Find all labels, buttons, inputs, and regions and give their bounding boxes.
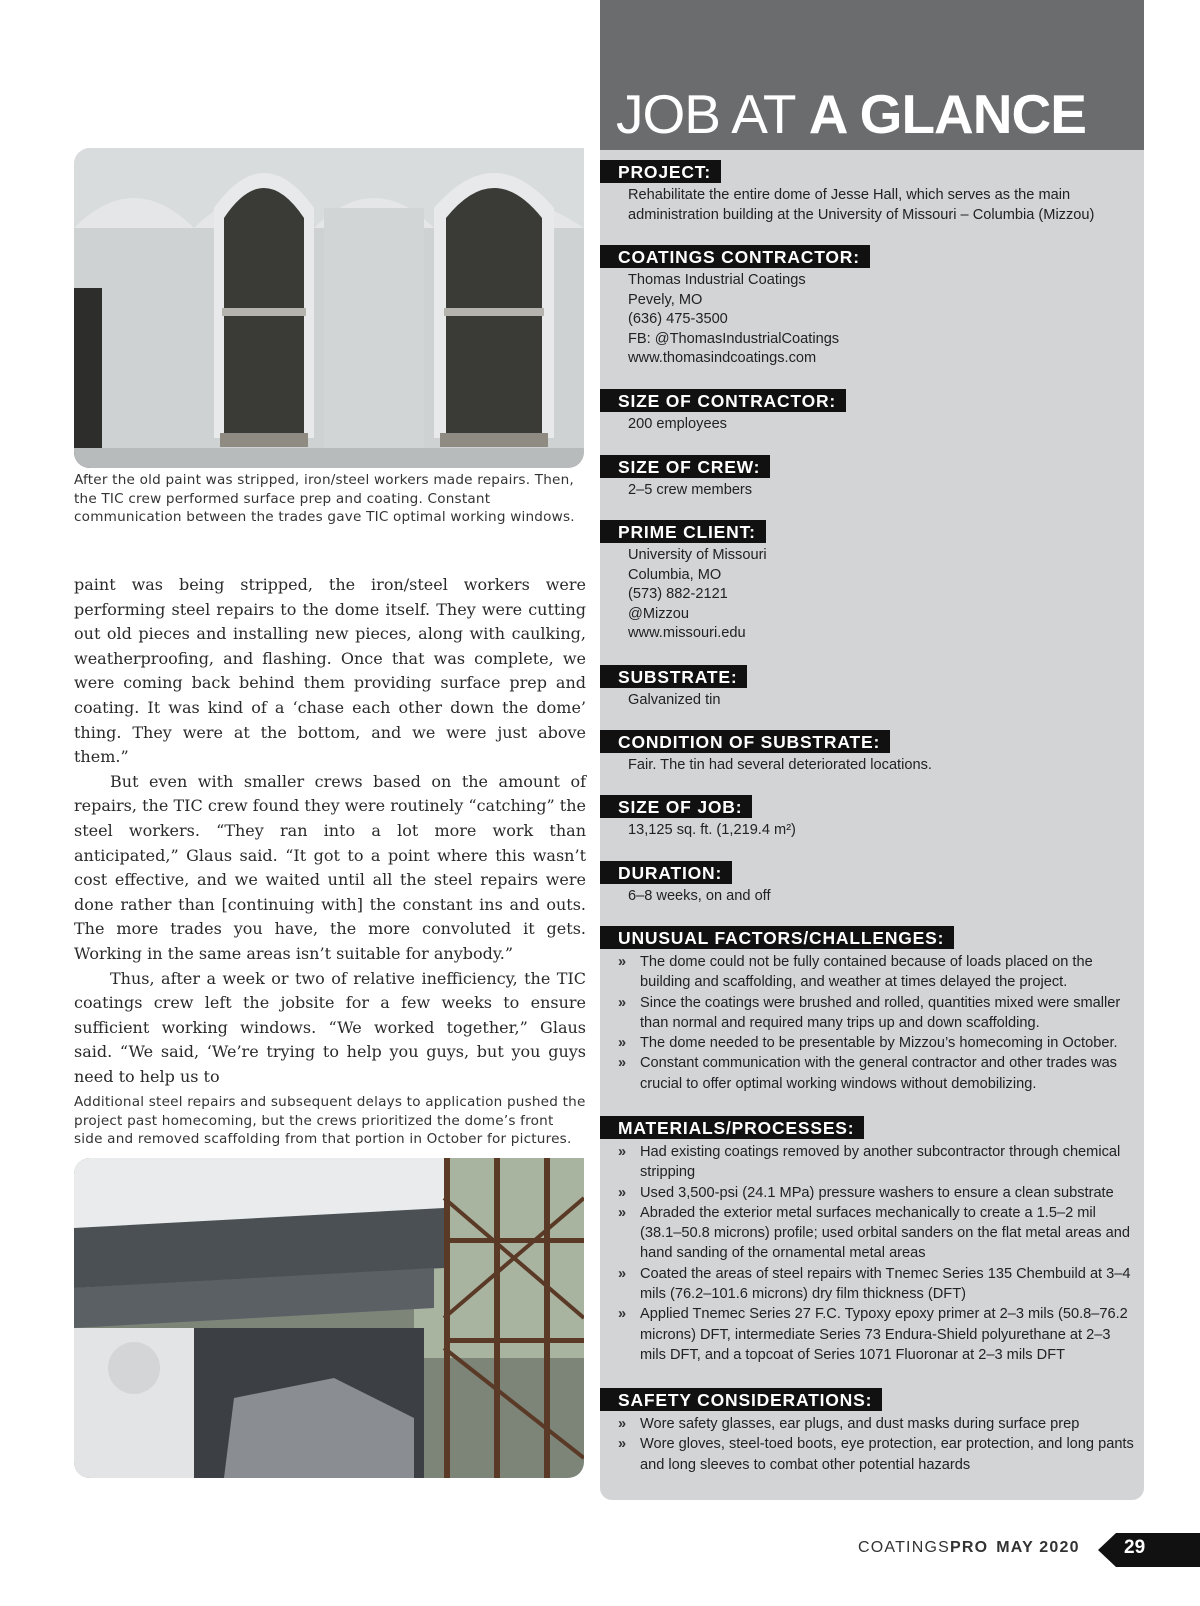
- list-item: » Constant communication with the general contractor and other trades was crucial to offer optimal working windows without demobilizing.: [616, 1053, 1136, 1094]
- page-number: 29: [1124, 1537, 1146, 1558]
- photo-cornice-scaffolding: [74, 1158, 584, 1478]
- list-item: » Had existing coatings removed by another subcontractor through chemical stripping: [616, 1142, 1136, 1183]
- photo-caption-bottom: Additional steel repairs and subsequent delays to application pushed the project past homecoming, but the crews prioritized the dome’s front side and removed scaffolding from that portion in October for pictures.: [74, 1094, 586, 1147]
- list-item: » Since the coatings were brushed and rolled, quantities mixed were smaller than normal and required many trips up and down scaffolding.: [616, 993, 1136, 1034]
- article-paragraph: But even with smaller crews based on the amount of repairs, the TIC crew found they were routinely “catching” the steel workers. “They ran into a lot more work than anticipated,” Glaus said. “It got to a point where this wasn’t cost effective, and we waited until all the steel repairs were done rather than [continuing with] the constant ins and outs. The more trades you have, the more convoluted it gets. Working in the same areas isn’t suitable for anybody.”: [74, 771, 586, 963]
- section-materials-processes: [600, 1116, 1144, 1365]
- article-paragraph: paint was being stripped, the iron/steel workers were performing steel repairs to the dome itself. They were cutting out old pieces and installing new pieces, along with caulking, weatherproofing, and flashing. Once that was complete, we were coming back behind them providing surface prep and coating. It was kind of a ‘chase each other down the dome’ thing. They were at the bottom, and we were just above them.”: [74, 575, 586, 767]
- photo-dome-windows: [74, 148, 584, 468]
- list-item: » Abraded the exterior metal surfaces mechanically to create a 1.5–2 mil (38.1–50.8 microns) profile; used orbital sanders on the flat metal areas and hand sanding of the ornamental metal areas: [616, 1203, 1136, 1264]
- list-item: » Used 3,500-psi (24.1 MPa) pressure washers to ensure a clean substrate: [616, 1183, 1136, 1203]
- section-label: SIZE OF CONTRACTOR:: [600, 389, 846, 412]
- section-unusual-factors: [600, 926, 1144, 1094]
- section-label: DURATION:: [600, 861, 732, 884]
- section-size-of-job: SIZE OF JOB: 13,125 sq. ft. (1,219.4 m²): [600, 795, 1144, 841]
- section-label: SIZE OF CREW:: [600, 455, 770, 478]
- list-item: » Coated the areas of steel repairs with Tnemec Series 135 Chembuild at 3–4 mils (76.2–101.6 microns) dry film thickness (DFT): [616, 1264, 1136, 1305]
- section-label: PRIME CLIENT:: [600, 520, 766, 543]
- section-label: CONDITION OF SUBSTRATE:: [600, 730, 890, 753]
- list-item: » The dome needed to be presentable by Mizzou’s homecoming in October.: [616, 1033, 1136, 1053]
- list-item: » The dome could not be fully contained because of loads placed on the building and scaffolding, and weather at times delayed the project.: [616, 952, 1136, 993]
- section-label: SIZE OF JOB:: [600, 795, 752, 818]
- section-prime-client: PRIME CLIENT: University of Missouri Columbia, MO (573) 882-2121 @Mizzou www.missouri.edu: [600, 520, 1144, 644]
- photo-caption-top: After the old paint was stripped, iron/steel workers made repairs. Then, the TIC crew performed surface prep and coating. Constant communication between the trades gave TIC optimal working windows.: [74, 472, 575, 525]
- sidebar-header: [600, 0, 1144, 150]
- list-item: » Applied Tnemec Series 27 F.C. Typoxy epoxy primer at 2–3 mils (50.8–76.2 microns) DFT, intermediate Series 73 Endura-Shield polyurethane at 2–3 mils DFT, and a topcoat of Series 1071 Fluoronar at 2–3 mils DFT: [616, 1304, 1136, 1365]
- section-size-of-crew: SIZE OF CREW: 2–5 crew members: [600, 455, 1144, 501]
- page-footer: COATINGSPRO MAY 2020: [858, 1539, 1080, 1556]
- section-substrate: SUBSTRATE: Galvanized tin: [600, 665, 1144, 711]
- section-label: UNUSUAL FACTORS/CHALLENGES:: [600, 926, 954, 949]
- section-condition-of-substrate: CONDITION OF SUBSTRATE: Fair. The tin had several deteriorated locations.: [600, 730, 1144, 776]
- list-item: » Wore gloves, steel-toed boots, eye protection, ear protection, and long pants and long sleeves to combat other potential hazards: [616, 1434, 1136, 1475]
- sidebar-title: JOB AT A GLANCE: [616, 83, 1086, 145]
- section-label: SUBSTRATE:: [600, 665, 747, 688]
- section-size-of-contractor: SIZE OF CONTRACTOR: 200 employees: [600, 389, 1144, 435]
- page-number-tab: [1098, 1533, 1200, 1567]
- section-safety-considerations: [600, 1388, 1144, 1475]
- section-label: COATINGS CONTRACTOR:: [600, 245, 870, 268]
- section-label: PROJECT:: [600, 160, 721, 183]
- article-body: [74, 573, 586, 1089]
- section-coatings-contractor: COATINGS CONTRACTOR: Thomas Industrial Coatings Pevely, MO (636) 475-3500 FB: @ThomasIndustrialCoatings www.thomasindcoatings.com: [600, 245, 1144, 369]
- section-project: PROJECT: Rehabilitate the entire dome of Jesse Hall, which serves as the main administration building at the University of Missouri – Columbia (Mizzou): [600, 160, 1144, 225]
- job-at-a-glance-sidebar: [600, 0, 1144, 1500]
- section-label: SAFETY CONSIDERATIONS:: [600, 1388, 882, 1411]
- section-duration: DURATION: 6–8 weeks, on and off: [600, 861, 1144, 907]
- list-item: » Wore safety glasses, ear plugs, and dust masks during surface prep: [616, 1414, 1136, 1434]
- article-paragraph: Thus, after a week or two of relative inefficiency, the TIC coatings crew left the jobsite for a few weeks to ensure sufficient working windows. “We worked together,” Glaus said. “We said, ‘We’re trying to help you guys, but you guys need to help us to: [74, 968, 586, 1086]
- section-label: MATERIALS/PROCESSES:: [600, 1116, 864, 1139]
